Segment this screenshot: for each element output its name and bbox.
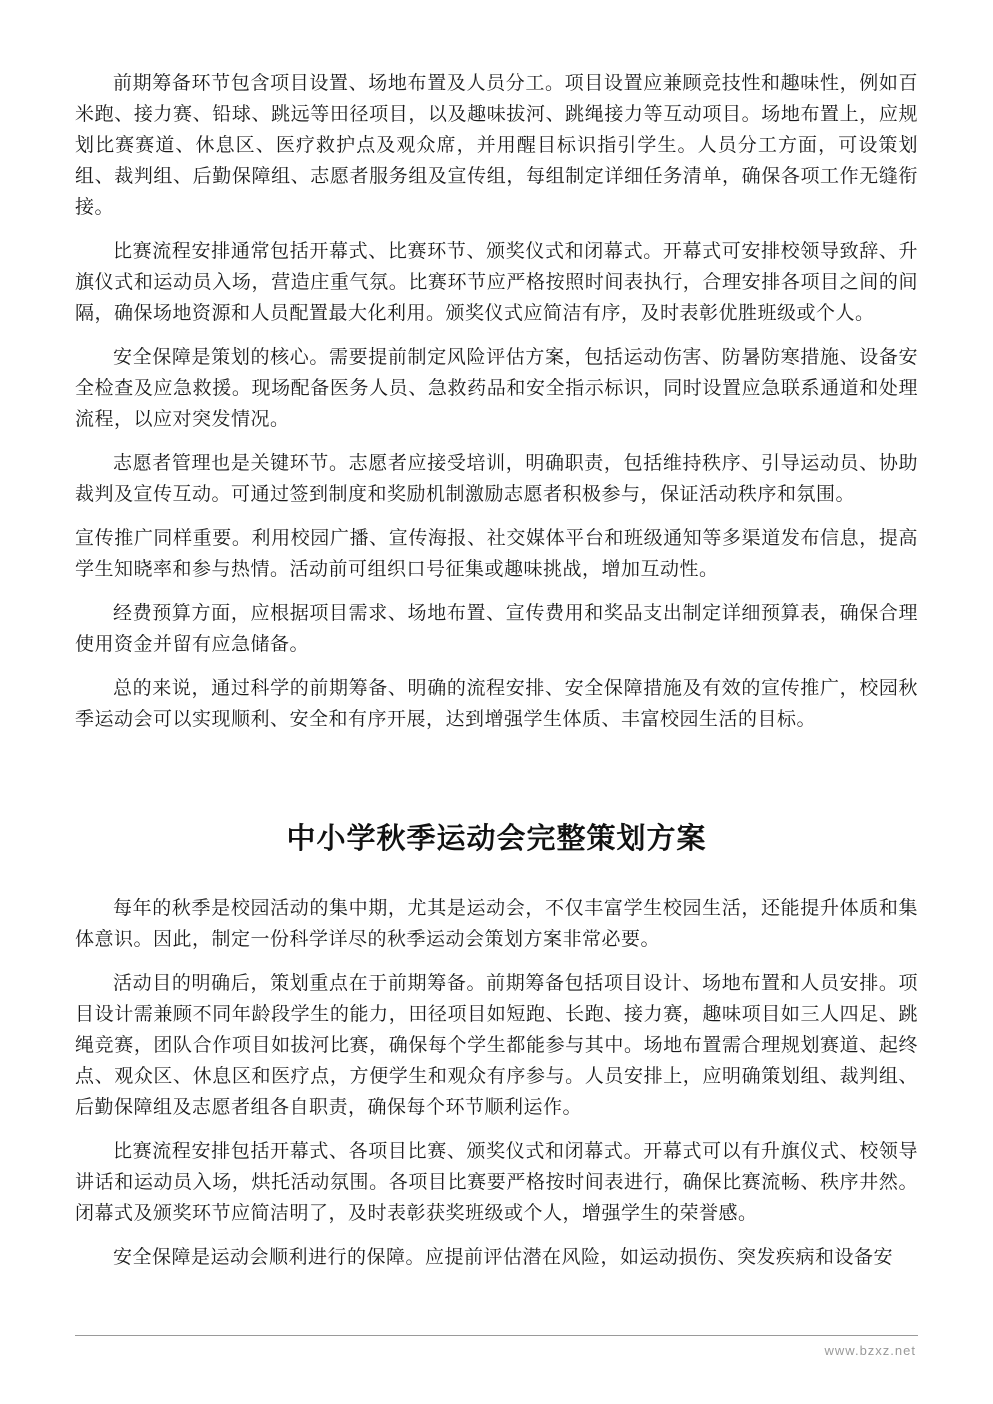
paragraph-safety-truncated: 安全保障是运动会顺利进行的保障。应提前评估潜在风险，如运动损伤、突发疾病和设备安 [113,1247,894,1268]
page-footer [0,1335,993,1404]
paragraph-conclusion: 总的来说，通过科学的前期筹备、明确的流程安排、安全保障措施及有效的宣传推广，校园秋季运动会可以实现顺利、安全和有序开展，达到增强学生体质、丰富校园生活的目标。 [75,678,918,730]
paragraph-safety: 安全保障是策划的核心。需要提前制定风险评估方案，包括运动伤害、防暑防寒措施、设备安全检查及应急救援。现场配备医务人员、急救药品和安全指示标识，同时设置应急联系通道和处理流程，以应对突发情况。 [75,347,918,430]
paragraph-budget: 经费预算方面，应根据项目需求、场地布置、宣传费用和奖品支出制定详细预算表，确保合理使用资金并留有应急储备。 [75,603,918,655]
footer-divider [75,1335,918,1336]
paragraph-intro: 每年的秋季是校园活动的集中期，尤其是运动会，不仅丰富学生校园生活，还能提升体质和集体意识。因此，制定一份科学详尽的秋季运动会策划方案非常必要。 [75,898,918,950]
paragraph-volunteers: 志愿者管理也是关键环节。志愿者应接受培训，明确职责，包括维持秩序、引导运动员、协助裁判及宣传互动。可通过签到制度和奖励机制激励志愿者积极参与，保证活动秩序和氛围。 [75,453,918,505]
footer-site-link[interactable]: www.bzxz.net [824,1343,916,1358]
paragraph-promotion: 宣传推广同样重要。利用校园广播、宣传海报、社交媒体平台和班级通知等多渠道发布信息，提高学生知晓率和参与热情。活动前可组织口号征集或趣味挑战，增加互动性。 [75,528,918,580]
paragraph-event-schedule: 比赛流程安排包括开幕式、各项目比赛、颁奖仪式和闭幕式。开幕式可以有升旗仪式、校领导讲话和运动员入场，烘托活动氛围。各项目比赛要严格按时间表进行，确保比赛流畅、秩序井然。闭幕式及颁奖环节应简洁明了，及时表彰获奖班级或个人，增强学生的荣誉感。 [75,1141,918,1224]
document-title: 中小学秋季运动会完整策划方案 [286,823,707,855]
paragraph-competition-flow: 比赛流程安排通常包括开幕式、比赛环节、颁奖仪式和闭幕式。开幕式可安排校领导致辞、升旗仪式和运动员入场，营造庄重气氛。比赛环节应严格按照时间表执行，合理安排各项目之间的间隔，确保场地资源和人员配置最大化利用。颁奖仪式应简洁有序，及时表彰优胜班级或个人。 [75,241,918,324]
paragraph-planning-focus: 活动目的明确后，策划重点在于前期筹备。前期筹备包括项目设计、场地布置和人员安排。项目设计需兼顾不同年龄段学生的能力，田径项目如短跑、长跑、接力赛，趣味项目如三人四足、跳绳竞赛，团队合作项目如拔河比赛，确保每个学生都能参与其中。场地布置需合理规划赛道、起终点、观众区、休息区和医疗点，方便学生和观众有序参与。人员安排上，应明确策划组、裁判组、后勤保障组及志愿者组各自职责，确保每个环节顺利运作。 [75,973,918,1118]
paragraph-preparation: 前期筹备环节包含项目设置、场地布置及人员分工。项目设置应兼顾竞技性和趣味性，例如百米跑、接力赛、铅球、跳远等田径项目，以及趣味拔河、跳绳接力等互动项目。场地布置上，应规划比赛赛道、休息区、医疗救护点及观众席，并用醒目标识指引学生。人员分工方面，可设策划组、裁判组、后勤保障组、志愿者服务组及宣传组，每组制定详细任务清单，确保各项工作无缝衔接。 [75,73,918,218]
document-content [75,68,918,1286]
